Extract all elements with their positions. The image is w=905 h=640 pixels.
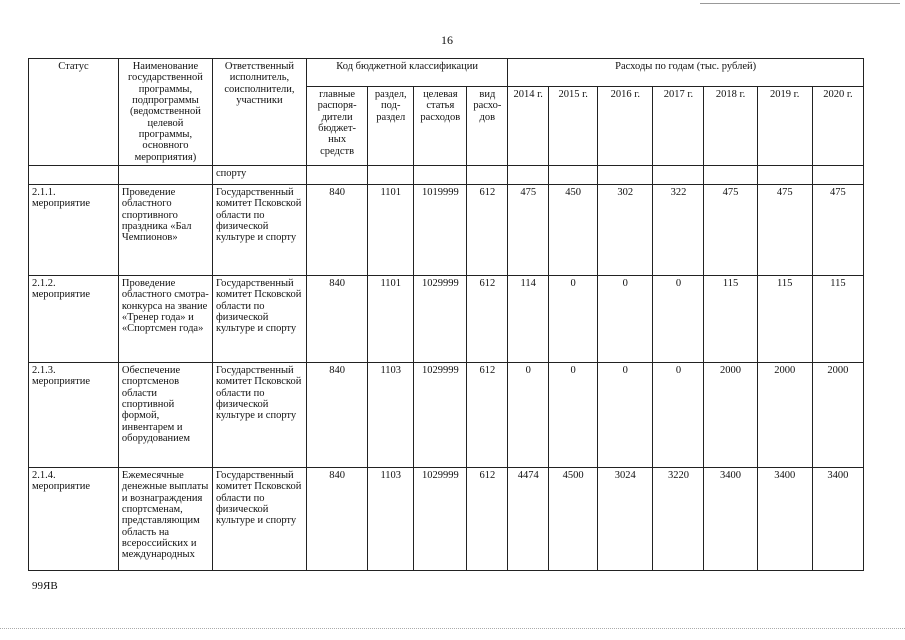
- row-value-2015: 4500: [549, 467, 598, 570]
- row-status: 2.1.2. мероприятие: [29, 275, 119, 362]
- page-number: 16: [441, 33, 453, 47]
- row-value-2016: 3024: [598, 467, 653, 570]
- row-value-2017: 3220: [653, 467, 704, 570]
- header-section: раздел, под-раздел: [368, 86, 414, 165]
- row-value-2017: 0: [653, 275, 704, 362]
- row-executor: Государственный комитет Псковской области по физической культуре и спорту: [212, 275, 306, 362]
- row-value-2018: 115: [704, 275, 757, 362]
- header-expenses: Расходы по годам (тыс. рублей): [508, 59, 864, 87]
- header-year-2018: 2018 г.: [704, 86, 757, 165]
- row-section: 1103: [368, 362, 414, 467]
- row-section: 1103: [368, 467, 414, 570]
- header-year-2017: 2017 г.: [653, 86, 704, 165]
- row-value-2019: 2000: [757, 362, 812, 467]
- row-article: 1029999: [414, 467, 467, 570]
- row-value-2018: 2000: [704, 362, 757, 467]
- header-article: целевая статья расходов: [414, 86, 467, 165]
- document-code: 99ЯВ: [32, 580, 58, 592]
- row-article: 1029999: [414, 362, 467, 467]
- row-name: Проведение областного спортивного праздника «Бал Чемпионов»: [118, 184, 212, 275]
- header-kind: вид расхо-дов: [467, 86, 508, 165]
- header-year-2014: 2014 г.: [508, 86, 549, 165]
- row-kind: 612: [467, 275, 508, 362]
- row-kind: 612: [467, 362, 508, 467]
- row-value-2020: 475: [812, 184, 863, 275]
- header-status: Статус: [29, 59, 119, 166]
- header-row-1: [29, 59, 864, 87]
- row-value-2019: 115: [757, 275, 812, 362]
- row-status: 2.1.4. мероприятие: [29, 467, 119, 570]
- row-value-2014: 0: [508, 362, 549, 467]
- row-value-2019: 475: [757, 184, 812, 275]
- row-status: 2.1.3. мероприятие: [29, 362, 119, 467]
- row-value-2018: 475: [704, 184, 757, 275]
- header-name: Наименование государственной программы, подпрограммы (ведомственной целевой программы, основного мероприятия): [118, 59, 212, 166]
- row-article: 1029999: [414, 275, 467, 362]
- row-executor: Государственный комитет Псковской области по физической культуре и спорту: [212, 467, 306, 570]
- row-value-2015: 450: [549, 184, 598, 275]
- row-grbs: 840: [306, 362, 367, 467]
- header-grbs: главные распоря-дители бюджет-ных средств: [306, 86, 367, 165]
- row-value-2020: 2000: [812, 362, 863, 467]
- row-grbs: 840: [306, 467, 367, 570]
- row-name: Ежемесячные денежные выплаты и вознаграждения спортсменам, представляющим область на всероссийских и международных: [118, 467, 212, 570]
- continuation-row: [29, 165, 864, 184]
- row-value-2017: 322: [653, 184, 704, 275]
- row-executor: Государственный комитет Псковской области по физической культуре и спорту: [212, 362, 306, 467]
- row-grbs: 840: [306, 184, 367, 275]
- header-year-2019: 2019 г.: [757, 86, 812, 165]
- row-kind: 612: [467, 467, 508, 570]
- row-value-2014: 475: [508, 184, 549, 275]
- row-grbs: 840: [306, 275, 367, 362]
- row-name: Проведение областного смотра-конкурса на звание «Тренер года» и «Спортсмен года»: [118, 275, 212, 362]
- row-value-2020: 3400: [812, 467, 863, 570]
- row-section: 1101: [368, 275, 414, 362]
- row-article: 1019999: [414, 184, 467, 275]
- header-year-2016: 2016 г.: [598, 86, 653, 165]
- table-row: [29, 362, 864, 467]
- header-budget-code: Код бюджетной классификации: [306, 59, 507, 87]
- row-value-2016: 0: [598, 275, 653, 362]
- row-value-2015: 0: [549, 362, 598, 467]
- row-value-2016: 0: [598, 362, 653, 467]
- table-row: [29, 467, 864, 570]
- row-value-2018: 3400: [704, 467, 757, 570]
- table-row: [29, 275, 864, 362]
- header-year-2015: 2015 г.: [549, 86, 598, 165]
- header-executor: Ответственный исполнитель, соисполнители, участники: [212, 59, 306, 166]
- row-name: Обеспечение спортсменов области спортивной формой, инвентарем и оборудованием: [118, 362, 212, 467]
- row-value-2020: 115: [812, 275, 863, 362]
- row-value-2015: 0: [549, 275, 598, 362]
- row-value-2014: 4474: [508, 467, 549, 570]
- row-value-2014: 114: [508, 275, 549, 362]
- row-value-2019: 3400: [757, 467, 812, 570]
- row-kind: 612: [467, 184, 508, 275]
- row-value-2017: 0: [653, 362, 704, 467]
- table-row: [29, 184, 864, 275]
- row-value-2016: 302: [598, 184, 653, 275]
- row-section: 1101: [368, 184, 414, 275]
- header-year-2020: 2020 г.: [812, 86, 863, 165]
- row-status: 2.1.1. мероприятие: [29, 184, 119, 275]
- scan-edge-line: [0, 628, 905, 629]
- scan-edge-line: [700, 3, 900, 4]
- row-executor: Государственный комитет Псковской области по физической культуре и спорту: [212, 184, 306, 275]
- continuation-executor: спорту: [212, 165, 306, 184]
- budget-table: [28, 58, 864, 571]
